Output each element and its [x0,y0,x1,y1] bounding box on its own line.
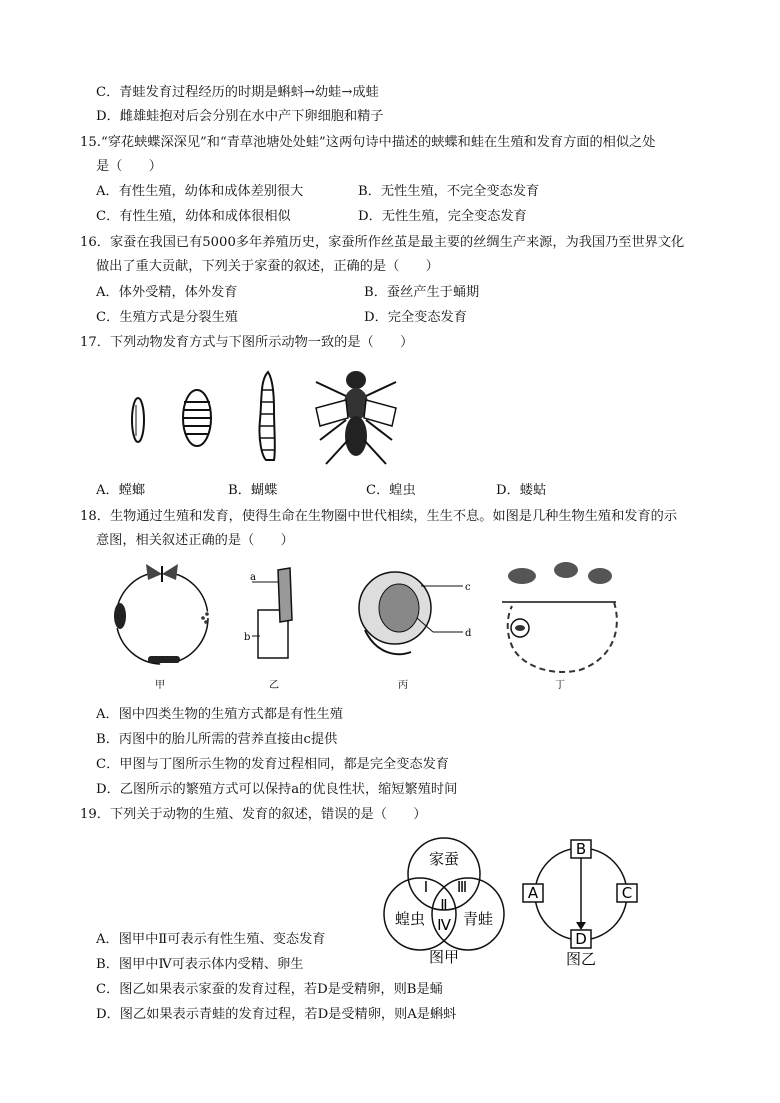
q17-option-b: B．蝴蝶 [228,483,278,498]
venn-label-silkworm: 家蚕 [428,850,460,868]
q18-option-b: B．丙图中的胎儿所需的营养直接由c提供 [96,732,338,747]
figure-label-jia: 甲 [155,680,165,691]
venn-label-locust: 蝗虫 [394,910,426,928]
butterfly-icon [146,564,178,582]
q15-option-b: B．无性生殖，不完全变态发育 [358,184,540,199]
q15-option-a: A．有性生殖，幼体和成体差别很大 [96,184,304,199]
q16-option-a: A．体外受精，体外发育 [96,285,238,300]
q15-stem-line2: 是（ ） [96,159,162,174]
q16-option-b: B．蚕丝产生于蛹期 [364,285,480,300]
q16-option-c: C．生殖方式是分裂生殖 [96,310,238,325]
label-d: d [465,628,472,639]
scion-icon [278,568,292,622]
q19-option-a: A．图甲中Ⅱ可表示有性生殖、变态发育 [96,932,326,947]
q19-option-c: C．图乙如果表示家蚕的发育过程，若D是受精卵，则B是蛹 [96,982,443,997]
q16-option-d: D．完全变态发育 [364,310,467,325]
venn-figure [380,834,510,966]
fetus-figure [355,568,475,690]
svg-text:D: D [575,930,587,948]
venn-region-III: Ⅲ [456,878,468,896]
venn-region-II: Ⅱ [440,896,448,914]
q16-stem-line2: 做出了重大贡献，下列关于家蚕的叙述，正确的是（ ） [96,259,439,274]
box-D [571,930,591,948]
box-A [523,884,543,902]
q19-option-d: D．图乙如果表示青蛙的发育过程，若D是受精卵，则A是蝌蚪 [96,1007,457,1022]
cycle-figure [515,838,645,968]
box-B [571,840,591,858]
q17-option-d: D．蝼蛄 [496,483,547,498]
fetus-icon [379,584,419,632]
pupa-icon [183,390,211,446]
q15-option-c: C．有性生殖，幼体和成体很相似 [96,209,291,224]
larva-icon [259,372,275,460]
figure-label-bing: 丙 [398,680,408,691]
figure-label-ding: 丁 [555,680,565,691]
figure-label-tu-yi: 图乙 [565,950,597,968]
q18-option-c: C．甲图与丁图所示生物的发育过程相同，都是完全变态发育 [96,757,449,772]
venn-label-frog: 青蛙 [462,910,494,928]
q18-option-d: D．乙图所示的繁殖方式可以保持a的优良性状，缩短繁殖时间 [96,782,458,797]
fly-icon [316,371,396,464]
q18-stem-line1: 18．生物通过生殖和发育，使得生命在生物圈中世代相续，生生不息。如图是几种生物生殖和发育的示 [80,509,678,524]
q15-option-d: D．无性生殖，完全变态发育 [358,209,527,224]
svg-text:A: A [527,884,539,902]
figure-label-tu-jia: 图甲 [428,948,460,966]
q17-option-c: C．蝗虫 [366,483,416,498]
svg-text:C: C [621,884,633,902]
box-C [617,884,637,902]
q15-stem-line1: 15.“穿花蛱蝶深深见”和“青草池塘处处蛙”这两句诗中描述的蛱蝶和蛙在生殖和发育方面的相似之处 [80,135,656,150]
caterpillar-icon [148,656,180,663]
frog-icon [508,562,612,584]
q19-option-b: B．图甲中Ⅳ可表示体内受精、卵生 [96,957,304,972]
venn-region-IV: Ⅳ [437,916,451,934]
q14-option-c: C．青蛙发育过程经历的时期是蝌蚪→幼蛙→成蛙 [96,85,379,100]
chrysalis-icon [114,603,126,629]
grafting-figure [244,560,310,691]
butterfly-cycle-figure [110,560,216,690]
label-b: b [244,632,251,643]
label-c: c [465,582,471,593]
q19-stem: 19．下列关于动物的生殖、发育的叙述，错误的是（ ） [80,807,427,822]
frog-cycle-figure [498,558,638,690]
q18-stem-line2: 意图，相关叙述正确的是（ ） [96,533,294,548]
figure-label-yi: 乙 [269,680,279,691]
q14-option-d: D．雌雄蛙抱对后会分别在水中产下卵细胞和精子 [96,109,384,124]
fly-life-cycle-figure [120,360,400,470]
q16-stem-line1: 16．家蚕在我国已有5000多年养殖历史，家蚕所作丝茧是最主要的丝绸生产来源，为我国乃至世界文化 [80,235,685,250]
egg-icon [132,398,144,442]
q18-option-a: A．图中四类生物的生殖方式都是有性生殖 [96,707,343,722]
q17-option-a: A．螳螂 [96,483,146,498]
q17-stem: 17．下列动物发育方式与下图所示动物一致的是（ ） [80,335,414,350]
label-a: a [250,572,256,583]
svg-text:B: B [575,840,587,858]
venn-region-I: Ⅰ [423,878,429,896]
